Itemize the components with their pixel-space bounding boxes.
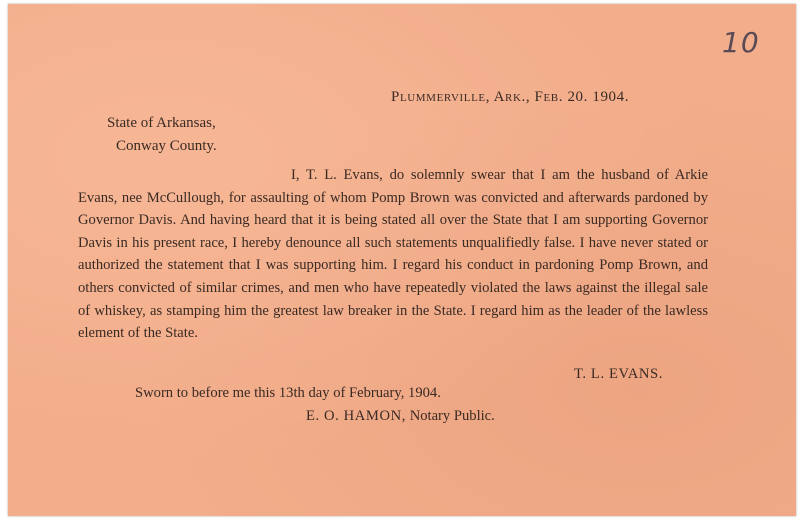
affidavit-paragraph: I, T. L. Evans, do solemnly swear that I am the husband of Arkie Evans, nee McCullough, for assaulting of whom Pomp Brown was convicted and afterwards pardoned by Governor Davis. And having heard that it is being stated all over the State that I am supporting Governor Davis in his present race, I hereby denounce all such statements unqualifiedly false. I have never stated or authorized the statement that I was supporting him. I regard his conduct in pardoning Pomp Brown, and others convicted of similar crimes, and men who have repeatedly violated the laws against the illegal sale of whiskey, as stamping him the greatest law breaker in the State. I regard him as the leader of the lawless element of the State. xyxy=(78,167,708,342)
jurat-line: Sworn to before me this 13th day of February, 1904. xyxy=(135,385,441,401)
notary-signature xyxy=(306,408,495,425)
handwritten-page-number: 10 xyxy=(722,26,760,59)
venue-county: Conway County. xyxy=(116,138,217,154)
affidavit-sheet xyxy=(8,4,796,516)
venue-block xyxy=(107,112,217,158)
venue-state: State of Arkansas, xyxy=(107,115,216,131)
notary-title: Notary Public. xyxy=(409,408,495,424)
signer-name: T. L. EVANS. xyxy=(574,366,663,382)
dateline: Plummerville, Ark., Feb. 20. 1904. xyxy=(391,89,630,105)
affidavit-body xyxy=(78,164,708,345)
notary-name: E. O. HAMON, xyxy=(306,408,407,424)
